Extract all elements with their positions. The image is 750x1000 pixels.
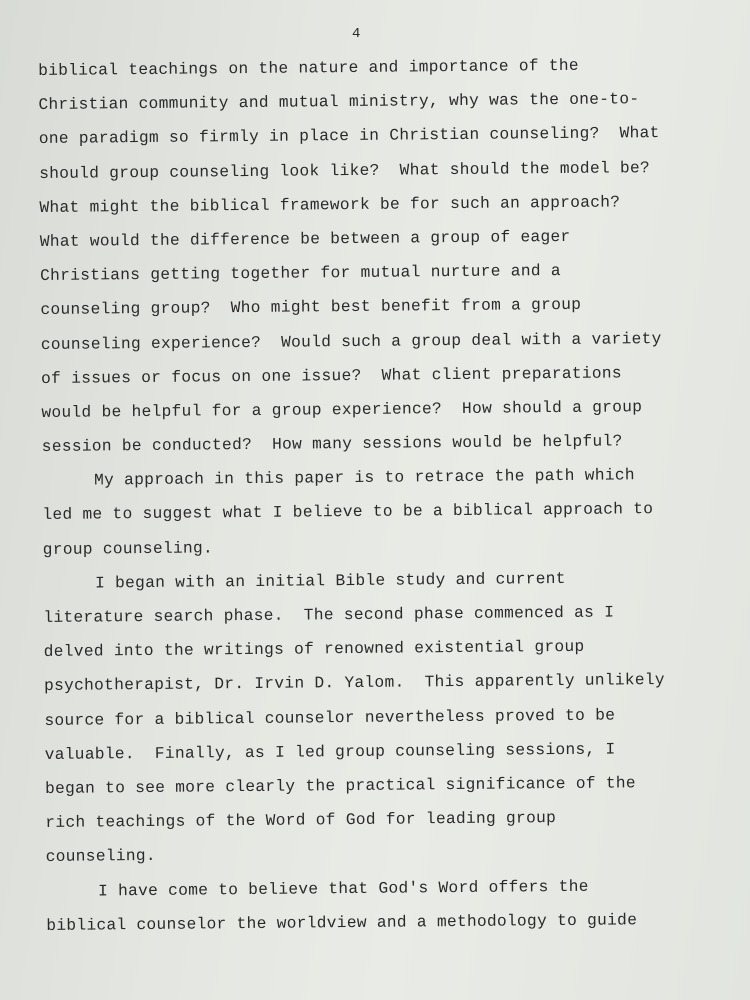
paragraph-start-line: My approach in this paper is to retrace the path which: [94, 466, 635, 490]
text-line: What might the biblical framework be for such an approach?: [39, 193, 621, 217]
text-line: source for a biblical counselor nevertheless proved to be: [44, 706, 616, 730]
text-line: counseling experience? Would such a group deal with a variety: [40, 329, 662, 354]
text-line: one paradigm so firmly in place in Christian counseling? What: [38, 124, 660, 149]
paragraph-start-line: I began with an initial Bible study and current: [94, 569, 566, 593]
text-line: counseling group? Who might best benefit from a group: [40, 296, 582, 320]
text-line: delved into the writings of renowned existential group: [43, 637, 585, 662]
text-line: Christian community and mutual ministry, why was the one-to-: [38, 90, 640, 115]
text-line: group counseling.: [42, 538, 214, 559]
page-number: 4: [352, 26, 361, 42]
text-line: counseling.: [45, 847, 156, 867]
text-line: biblical counselor the worldview and a methodology to guide: [46, 910, 638, 935]
text-line: rich teachings of the Word of God for leading group: [45, 809, 557, 833]
paragraph-start-line: I have come to believe that God's Word offers the: [97, 877, 589, 900]
text-line: psychotherapist, Dr. Irvin D. Yalom. This apparently unlikely: [43, 671, 666, 696]
body-text: [38, 47, 737, 942]
text-line: began to see more clearly the practical significance of the: [44, 774, 636, 798]
text-line: valuable. Finally, as I led group counseling sessions, I: [44, 740, 616, 764]
text-line: of issues or focus on one issue? What client preparations: [41, 364, 623, 388]
text-line: biblical teachings on the nature and importance of the: [38, 56, 579, 80]
text-line: Christians getting together for mutual nurture and a: [40, 262, 561, 286]
text-line: led me to suggest what I believe to be a biblical approach to: [42, 500, 654, 525]
text-line: literature search phase. The second phase commenced as I: [43, 603, 615, 627]
text-line: would be helpful for a group experience? How should a group: [41, 398, 643, 422]
text-line: What would the difference be between a group of eager: [39, 227, 571, 251]
text-line: session be conducted? How many sessions would be helpful?: [41, 432, 623, 457]
text-line: should group counseling look like? What should the model be?: [39, 158, 651, 183]
